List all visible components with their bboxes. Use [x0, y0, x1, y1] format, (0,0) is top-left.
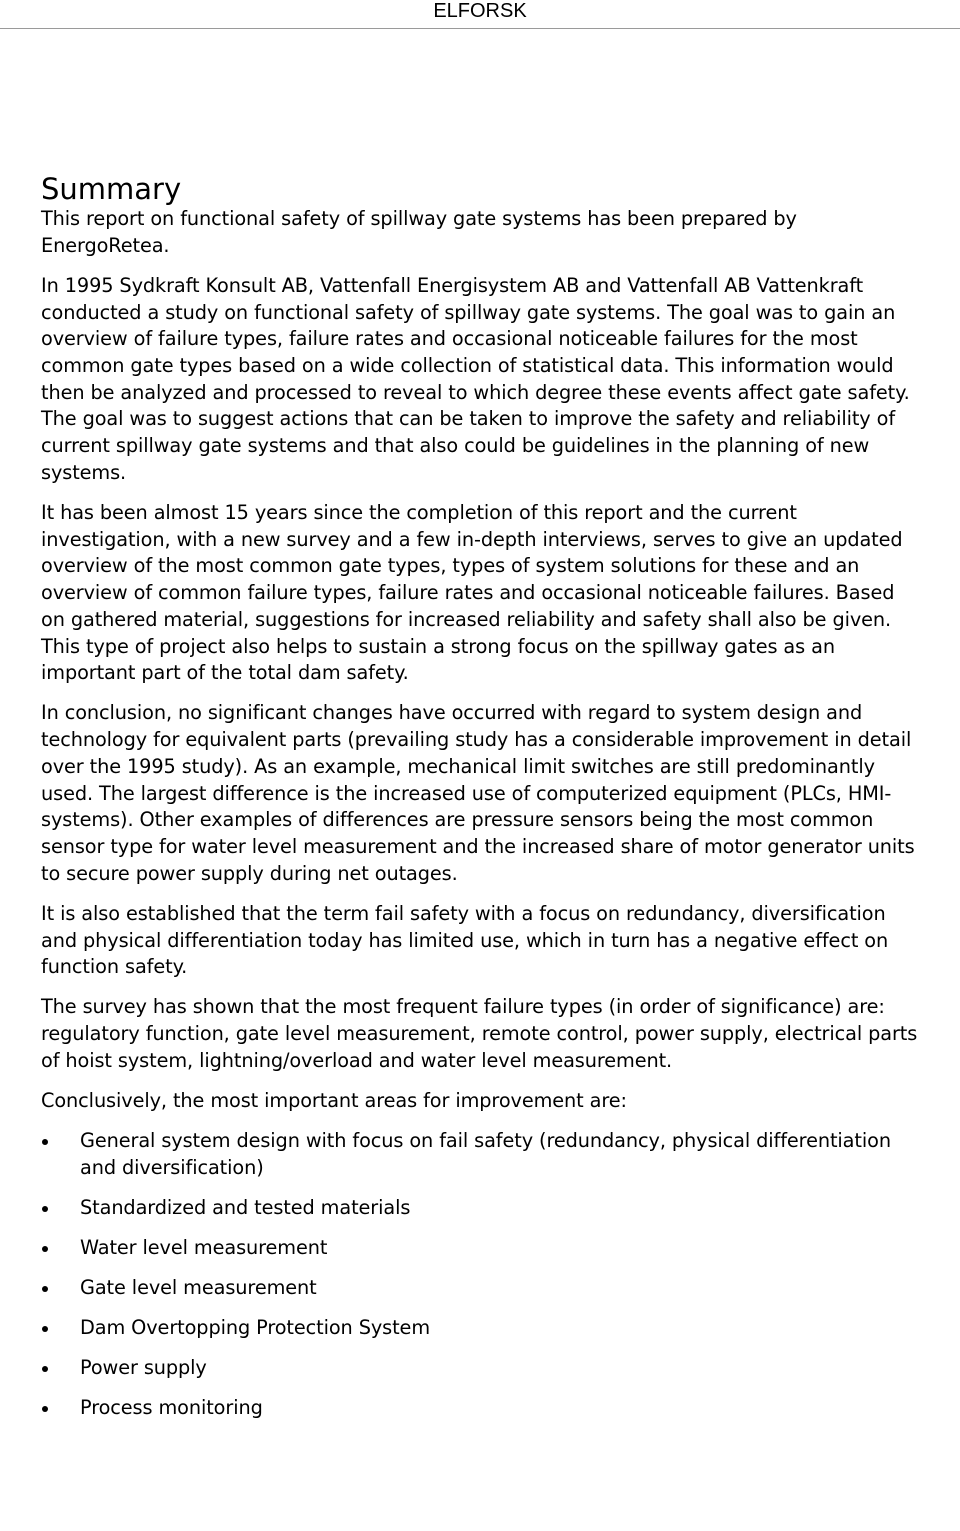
list-item	[41, 1275, 921, 1302]
bullet-icon	[42, 1246, 48, 1252]
improvement-list	[41, 1128, 921, 1421]
bullet-icon	[42, 1206, 48, 1212]
list-item	[41, 1395, 921, 1422]
page-header	[0, 0, 960, 29]
list-item-text: General system design with focus on fail safety (redundancy, physical differentiation and diversification)	[80, 1129, 891, 1179]
body-paragraph: Conclusively, the most important areas for improvement are:	[41, 1089, 627, 1113]
list-item-text: Power supply	[80, 1356, 207, 1379]
bullet-icon	[42, 1286, 48, 1292]
body-paragraph: It is also established that the term fail safety with a focus on redundancy, diversification and physical differentiation today has limited use, which in turn has a negative effect on function safety.	[41, 901, 889, 979]
bullet-icon	[42, 1139, 48, 1145]
list-item-text: Process monitoring	[80, 1396, 263, 1419]
list-item-text: Dam Overtopping Protection System	[80, 1316, 431, 1339]
header-title: ELFORSK	[433, 0, 527, 22]
list-item	[41, 1128, 921, 1181]
list-item-text: Standardized and tested materials	[80, 1196, 411, 1219]
body-paragraph: In conclusion, no significant changes have occurred with regard to system design and technology for equivalent parts (prevailing study has a considerable improvement in detail over the 1995 study). As an example, mechanical limit switches are still predominantly used. The largest difference is the increased use of computerized equipment (PLCs, HMI-systems). Other examples of differences are pressure sensors being the most common sensor type for water level measurement and the increased share of motor generator units to secure power supply during net outages.	[41, 701, 915, 885]
bullet-icon	[42, 1406, 48, 1412]
list-item	[41, 1315, 921, 1342]
list-item	[41, 1195, 921, 1222]
section-heading: Summary	[41, 172, 182, 206]
list-item	[41, 1355, 921, 1382]
list-item	[41, 1235, 921, 1262]
body-paragraph: It has been almost 15 years since the completion of this report and the current investigation, with a new survey and a few in-depth interviews, serves to give an updated overview of the most common gate types, types of system solutions for these and an overview of common failure types, failure rates and occasional noticeable failures. Based on gathered material, suggestions for increased reliability and safety shall also be given. This type of project also helps to sustain a strong focus on the spillway gates as an important part of the total dam safety.	[41, 501, 903, 685]
intro-paragraph: This report on functional safety of spillway gate systems has been prepared by EnergoRetea.	[41, 207, 797, 257]
bullet-icon	[42, 1366, 48, 1372]
list-item-text: Gate level measurement	[80, 1276, 317, 1299]
list-item-text: Water level measurement	[80, 1236, 328, 1259]
body-paragraph: The survey has shown that the most frequent failure types (in order of significance) are: regulatory function, gate level measurement, remote control, power supply, electrical parts of hoist system, lightning/overload and water level measurement.	[41, 995, 918, 1072]
summary-section	[41, 172, 921, 1435]
bullet-icon	[42, 1326, 48, 1332]
body-paragraph: In 1995 Sydkraft Konsult AB, Vattenfall Energisystem AB and Vattenfall AB Vattenkraft conducted a study on functional safety of spillway gate systems. The goal was to gain an overview of failure types, failure rates and occasional noticeable failures for the most common gate types based on a wide collection of statistical data. This information would then be analyzed and processed to reveal to which degree these events affect gate safety. The goal was to suggest actions that can be taken to improve the safety and reliability of current spillway gate systems and that also could be guidelines in the planning of new systems.	[41, 273, 910, 484]
